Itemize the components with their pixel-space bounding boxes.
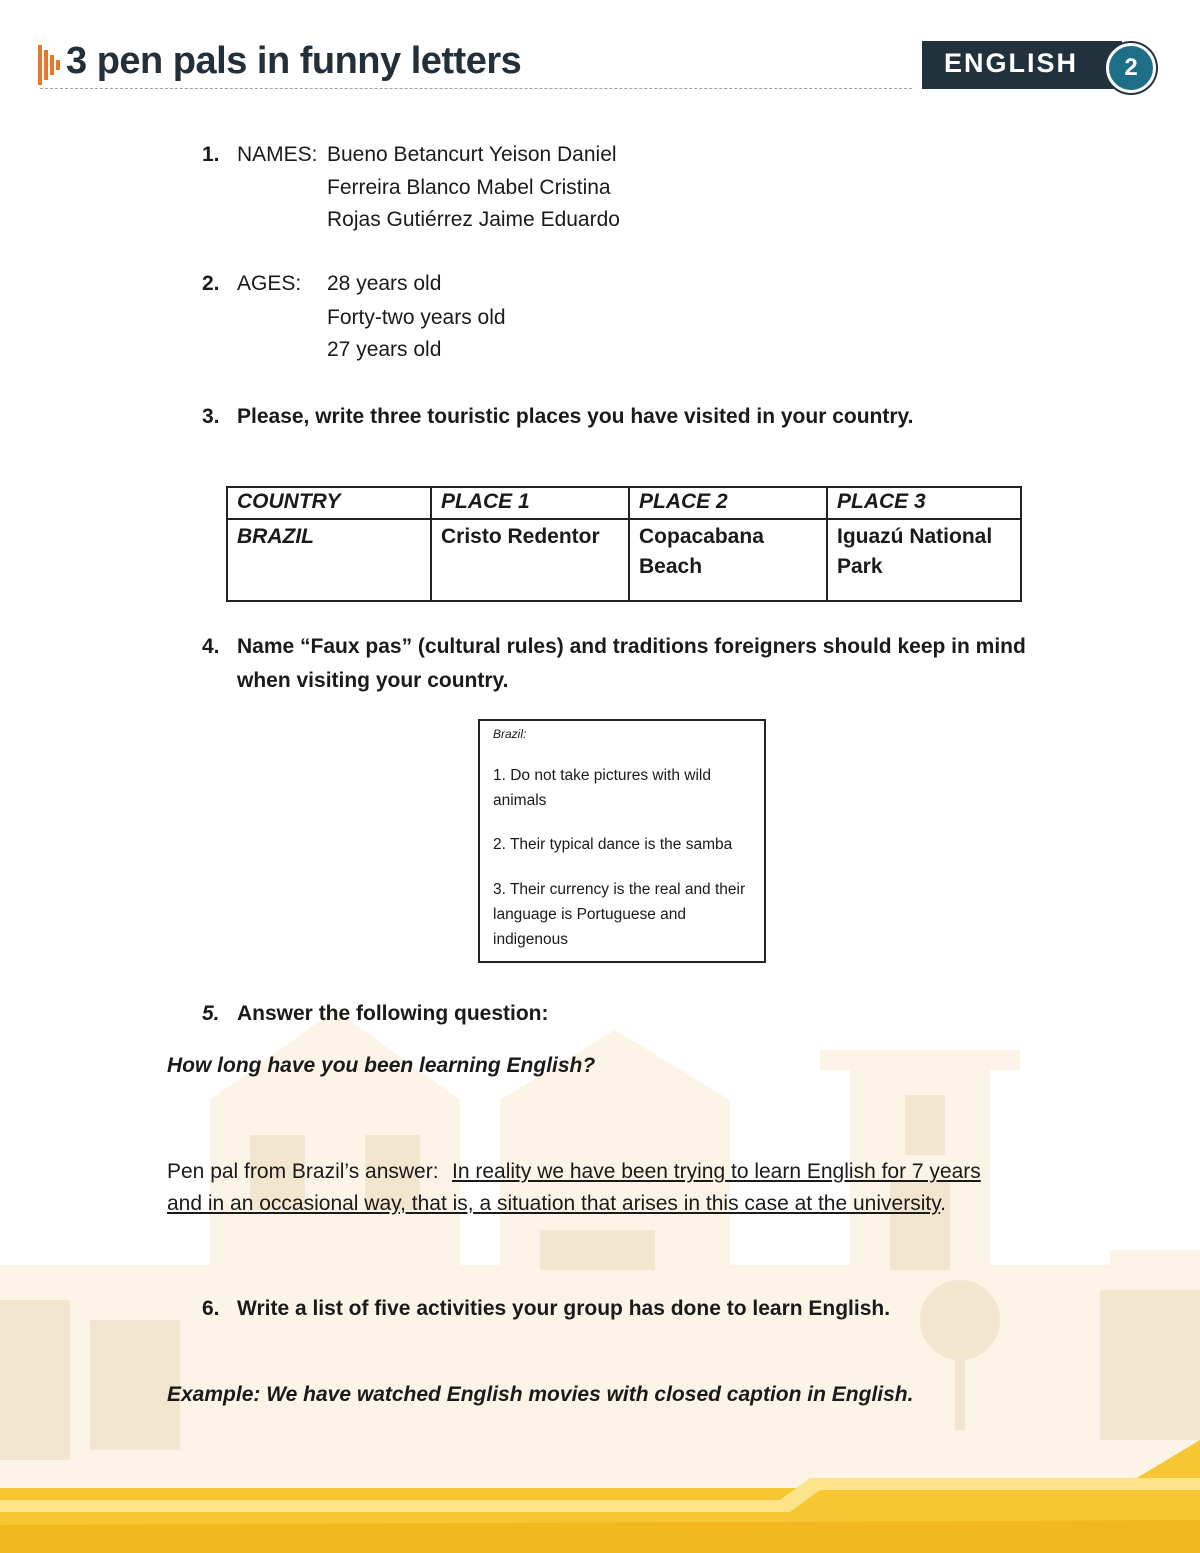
- answer-prefix: Pen pal from Brazil’s answer:: [167, 1160, 439, 1183]
- question-number: 1.: [202, 143, 220, 166]
- play-logo-icon: [38, 45, 62, 85]
- question-number: 2.: [202, 272, 220, 295]
- table-header-cell: PLACE 2: [629, 487, 827, 519]
- name-entry: Ferreira Blanco Mabel Cristina: [327, 176, 611, 199]
- table-header-cell: PLACE 1: [431, 487, 629, 519]
- page-title: 3 pen pals in funny letters: [66, 40, 522, 82]
- age-entry: 27 years old: [327, 338, 442, 361]
- question-prompt: How long have you been learning English?: [167, 1054, 596, 1077]
- question-text: Write a list of five activities your group has done to learn English.: [237, 1297, 891, 1320]
- faux-pas-caption: Brazil:: [493, 727, 527, 741]
- answer-text: In reality we have been trying to learn English for 7 years: [452, 1160, 981, 1183]
- header-divider: [40, 88, 912, 89]
- question-number: 3.: [202, 405, 220, 428]
- table-header-row: [227, 487, 1021, 519]
- question-number: 6.: [202, 1297, 220, 1320]
- table-row: [227, 519, 1021, 601]
- names-label: NAMES:: [237, 143, 318, 166]
- table-cell: Copacabana Beach: [629, 519, 827, 601]
- table-header-cell: PLACE 3: [827, 487, 1021, 519]
- question-text: Please, write three touristic places you have visited in your country.: [237, 405, 914, 428]
- answer-text: and in an occasional way, that is, a situation that arises in this case at the university: [167, 1192, 941, 1215]
- question-number: 4.: [202, 635, 220, 658]
- question-text: when visiting your country.: [237, 669, 509, 692]
- table-cell: Iguazú National Park: [827, 519, 1021, 601]
- table-cell: Cristo Redentor: [431, 519, 629, 601]
- age-entry: Forty-two years old: [327, 306, 506, 329]
- answer-end: .: [940, 1192, 946, 1215]
- ages-label: AGES:: [237, 272, 302, 295]
- places-table: [226, 486, 1022, 602]
- answer-text-line2: [167, 1192, 946, 1216]
- example-text: Example: We have watched English movies with closed caption in English.: [167, 1383, 914, 1406]
- question-text: Answer the following question:: [237, 1002, 549, 1025]
- table-cell: BRAZIL: [227, 519, 431, 601]
- name-entry: Bueno Betancurt Yeison Daniel: [327, 143, 617, 166]
- faux-pas-item: 3. Their currency is the real and their language is Portuguese and indigenous: [493, 881, 746, 948]
- age-entry: 28 years old: [327, 272, 442, 295]
- question-text: Name “Faux pas” (cultural rules) and traditions foreigners should keep in mind: [237, 635, 1026, 658]
- course-level-badge: 2: [1106, 43, 1156, 93]
- course-badge-label: ENGLISH: [944, 48, 1079, 78]
- faux-pas-box: [478, 719, 766, 963]
- name-entry: Rojas Gutiérrez Jaime Eduardo: [327, 208, 620, 231]
- table-header-cell: COUNTRY: [227, 487, 431, 519]
- question-number: 5.: [202, 1002, 220, 1025]
- faux-pas-item: 1. Do not take pictures with wild animals: [493, 767, 711, 809]
- faux-pas-item: 2. Their typical dance is the samba: [493, 836, 733, 853]
